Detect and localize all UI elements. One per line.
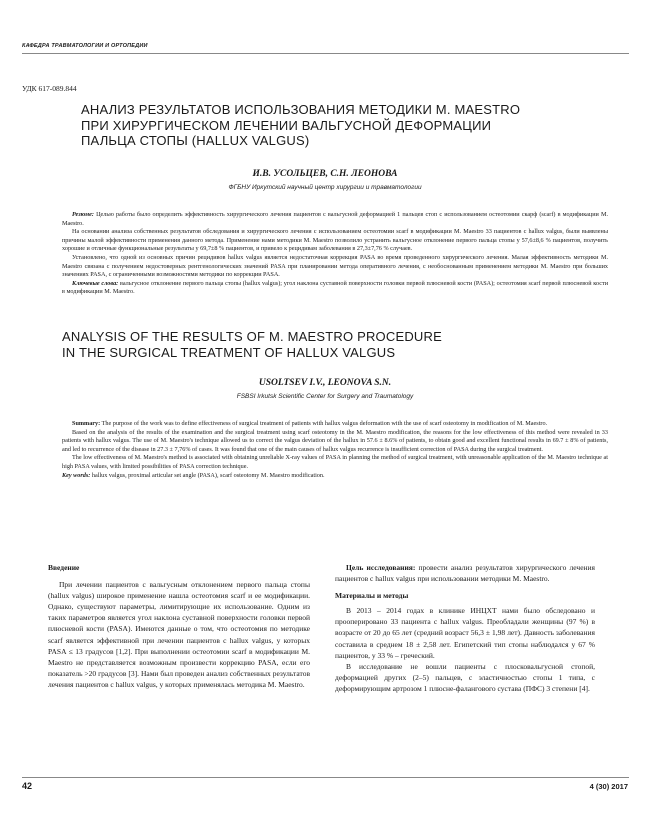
article-title-ru: АНАЛИЗ РЕЗУЛЬТАТОВ ИСПОЛЬЗОВАНИЯ МЕТОДИКИ M. MAESTRO ПРИ ХИРУРГИЧЕСКОМ ЛЕЧЕНИИ ВАЛЬГУСНОЙ ДЕФОРМАЦИИ ПАЛЬЦА СТОПЫ (HALLUX VALGUS) — [81, 102, 521, 148]
keywords-en-label: Key words: — [62, 471, 91, 479]
keywords-ru-label: Ключевые слова: — [72, 279, 119, 287]
affiliation-ru: ФГБНУ Иркутский научный центр хирургии и травматологии — [228, 184, 422, 191]
aim-label: Цель исследования: — [346, 563, 416, 572]
aim-text: провести анализ результатов хирургического лечения пациентов с hallux valgus при использовании методики M. Maestro. — [335, 563, 595, 584]
keywords-ru-text: вальгусное отклонение первого пальца стопы (hallux valgus); угол наклона суставной поверхности головки первой плюсневой кости (PASA); остеотомия scarf первой плюсневой кости в модификации M. Maestro. — [62, 279, 609, 296]
authors-en: USOLTSEV I.V., LEONOVA S.N. — [258, 378, 392, 388]
intro-paragraph: При лечении пациентов с вальгусным отклонением первого пальца стопы (hallux valgus) широкое применение нашла остеотомия scarf и ее модификации. Однако, существуют параметры, лимитирующие их использование. Одним из таких параметров является угол наклона суставной поверхности головки первой плюсневой кости (PASA). Имеются данные о том, что остеотомия по методике scarf является эффективной при лечении пациентов с hallux valgus, у которых PASA ≤ 13 градусов [1,2]. При выполнении остеотомии scarf в модификации M. Maestro не представляется возможным произвести коррекцию PASA, если его показатель >20 градусов [3]. Нами был проведен анализ собственных результатов лечения пациентов с hallux valgus, у которых применялась методика M. Maestro. — [48, 580, 310, 689]
keywords-en-text: hallux valgus, proximal articular set angle (PASA), scarf osteotomy M. Maestro modification. — [90, 471, 325, 479]
abstract-en-p2: Based on the analysis of the results of the examination and the surgical treatment using scarf osteotomy in the M. Maestro modification, the reasons for the low effectiveness of this method were revealed in 33 patients with hallux valgus. The use of M. Maestro's technique allowed us to correct the valgus deviation of the hallux in 57.6 ± 8.6% of patients, to obtain good and excellent functional results in 69.7 ± 8% of patients, and led to recurrence of the disease in 27.3 ± 7,76% of cases. It was found that one of the main causes of hallux valgus recurrence is insufficient correction of PASA during the surgical treatment. — [62, 428, 608, 453]
summary-text-1: The purpose of the work was to define effectiveness of surgical treatment of patients with hallux valgus deformation with the use of scarf osteotomy in modification of M. Maestro. — [100, 420, 548, 427]
abstract-en-p1 — [62, 420, 608, 429]
methods-paragraph-2: В исследование не вошли пациенты с плосковальгусной стопой, деформацией других (2–5) пальцев, с эластичностью стопы 1 типа, с деформирующим артрозом 1 плюсне-фалангового сустава (ПФС) 3 степени [4]. — [335, 661, 595, 693]
journal-section-header: КАФЕДРА ТРАВМАТОЛОГИИ И ОРТОПЕДИИ — [22, 43, 148, 49]
body-column-right — [335, 562, 595, 694]
udk-code: УДК 617-089.844 — [22, 84, 77, 93]
affiliation-en: FSBSI Irkutsk Scientific Center for Surgery and Traumatology — [236, 393, 414, 400]
resume-label: Резюме: — [72, 211, 94, 218]
abstract-en-p3: The low effectiveness of M. Maestro's method is associated with obtaining unreliable X-ray values of PASA in planning the method of surgical treatment, with unreasonable application of the M. Maestro technique at high PASA values, with limited possibilities of PASA correction technique. — [62, 454, 608, 470]
methods-heading: Материалы и методы — [335, 591, 409, 601]
body-column-left — [48, 562, 310, 690]
journal-issue: 4 (30) 2017 — [589, 782, 628, 791]
methods-paragraph-1: В 2013 – 2014 годах в клинике ИНЦХТ нами было обследовано и прооперировано 33 пациента с hallux valgus. Преобладали женщины (97 %) в возрасте от 20 до 65 лет (средний возраст 56,3 ± 1,98 лет). Давность заболевания составила в среднем 18 ± 2,58 лет. Египетский тип стопы наблюдался у 67 % пациентов, у 33 % – греческий. — [335, 606, 595, 660]
aim-paragraph — [335, 562, 595, 584]
article-title-en: ANALYSIS OF THE RESULTS OF M. MAESTRO PROCEDURE IN THE SURGICAL TREATMENT OF HALLUX VALGUS — [62, 329, 442, 360]
page-number: 42 — [22, 781, 33, 791]
summary-label: Summary: — [72, 420, 101, 427]
resume-text-1: Целью работы было определить эффективность хирургического лечения пациентов с вальгусной деформацией 1 пальцев стоп с использованием остеотомии скарф (scarf) в модификации M. Maestro. — [62, 211, 608, 227]
intro-heading: Введение — [48, 563, 80, 572]
keywords-ru — [62, 280, 608, 297]
abstract-ru — [62, 211, 608, 297]
footer-divider — [22, 777, 629, 778]
abstract-en — [62, 420, 608, 480]
header-divider — [22, 53, 629, 54]
abstract-ru-p2: На основании анализа собственных результатов обследования и хирургического лечения с использованием остеотомии scarf в модификации M. Maestro 33 пациентов с hallux valgus, были выявлены причины малой эффективности применения данного метода. Применение нами методики M. Maestro позволило устранить вальгусное отклонение первого пальца стопы у 57,6±8,6 % пациентов, получить хорошие и отличные функциональные результаты у 69,7±8 % пациентов, и привело к рецидивам заболевания в 27,3±7,76 % случаев. — [62, 228, 608, 253]
abstract-ru-p3: Установлено, что одной из основных причин рецидивов hallux valgus является недостаточная коррекция PASA во время проведенного хирургического лечения. Малая эффективность методики M. Maestro связана с получением недостоверных рентгенологических значений PASA при планировании метода оперативного лечения, с необоснованным применением методики M. Maestro при больших значениях PASA, с ограниченными возможностями методики по коррекции PASA. — [62, 253, 608, 279]
abstract-ru-p1 — [62, 211, 608, 228]
keywords-en — [62, 472, 608, 481]
authors-ru: И.В. УСОЛЬЦЕВ, С.Н. ЛЕОНОВА — [252, 169, 398, 179]
